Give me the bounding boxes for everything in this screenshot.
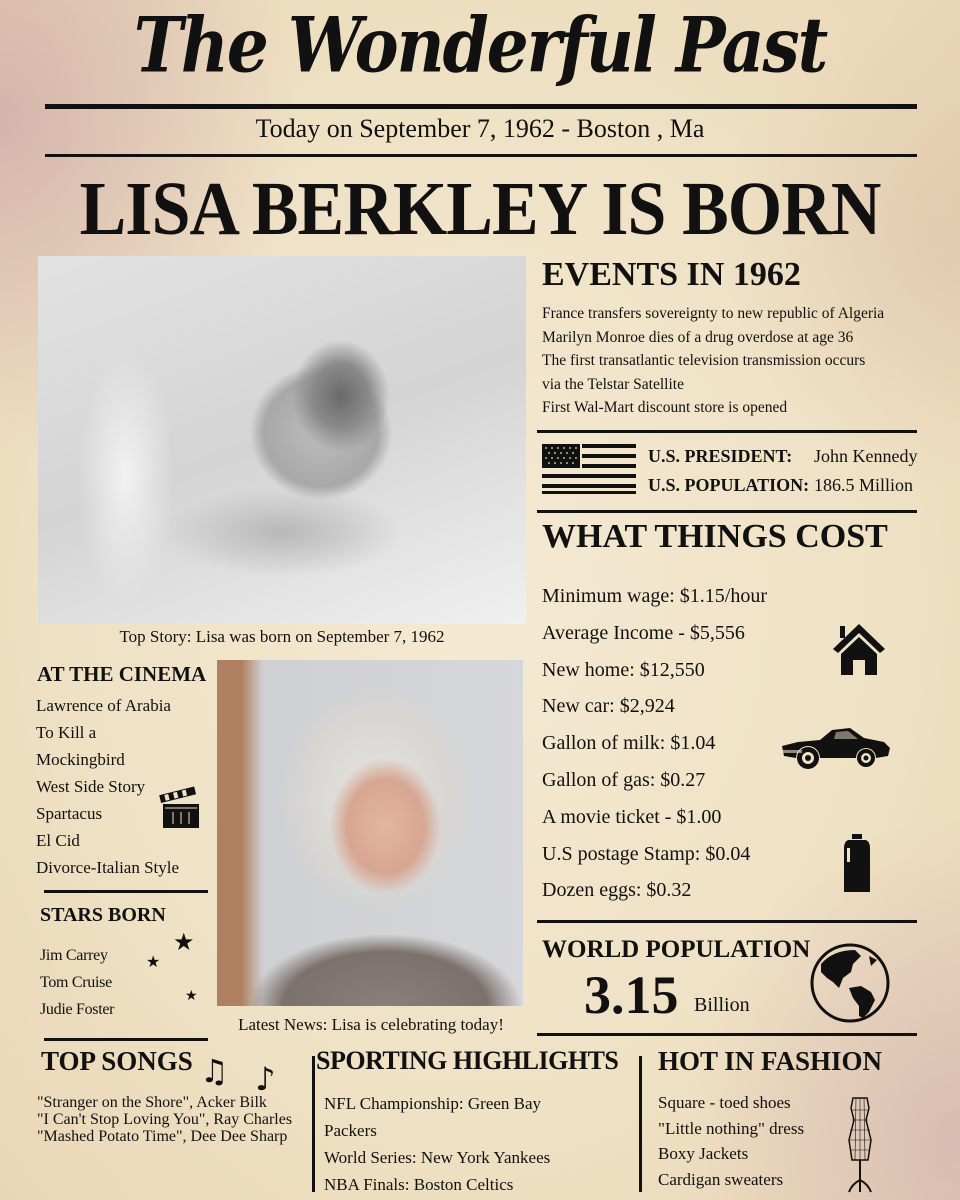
list-item: Minimum wage: $1.15/hour [542, 585, 767, 607]
page-headline: LISA BERKLEY IS BORN [79, 167, 881, 251]
star-icon: ★ [173, 928, 195, 956]
beamed-notes-icon: ♫ [200, 1052, 229, 1090]
divider [537, 1033, 917, 1036]
list-item: via the Telstar Satellite [542, 375, 684, 393]
divider [44, 1038, 208, 1041]
list-item: "Little nothing" dress [658, 1118, 805, 1138]
clapperboard-icon [159, 786, 201, 830]
list-item: U.S postage Stamp: $0.04 [542, 842, 751, 865]
us-flag-icon [542, 444, 636, 494]
vintage-car-icon [780, 724, 892, 772]
latest-news-caption: Latest News: Lisa is celebrating today! [238, 1015, 504, 1034]
list-item: Mockingbird [36, 750, 125, 769]
list-item: New home: $12,550 [542, 658, 705, 681]
house-icon [831, 622, 887, 676]
milk-jug-icon [842, 834, 872, 894]
sports-list [324, 1090, 550, 1198]
list-item: Judie Foster [40, 1001, 115, 1018]
costs-title: WHAT THINGS COST [542, 518, 888, 555]
world-population-title: WORLD POPULATION [542, 936, 811, 963]
masthead-rule-bottom [45, 154, 917, 157]
list-item: Spartacus [36, 804, 103, 823]
list-item: The first transatlantic television transmission occurs [542, 352, 866, 369]
list-item: Divorce-Italian Style [36, 858, 180, 877]
events-title: EVENTS IN 1962 [542, 256, 801, 293]
songs-title: TOP SONGS [41, 1046, 193, 1076]
us-president-value: John Kennedy [814, 446, 918, 466]
list-item: France transfers sovereignty to new republic of Algeria [542, 305, 885, 322]
list-item: Packers [324, 1121, 377, 1140]
divider [639, 1056, 642, 1192]
list-item: A movie ticket - $1.00 [542, 805, 722, 828]
top-story-caption: Top Story: Lisa was born on September 7, 1962 [119, 627, 445, 646]
top-story-photo [38, 256, 526, 624]
list-item: World Series: New York Yankees [324, 1148, 551, 1167]
list-item: "Mashed Potato Time", Dee Dee Sharp [37, 1128, 288, 1145]
songs-list [37, 1094, 297, 1145]
list-item: To Kill a [36, 723, 97, 742]
divider [537, 920, 917, 923]
star-icon: ★ [146, 952, 161, 971]
list-item: Marilyn Monroe dies of a drug overdose at age 36 [542, 328, 854, 346]
list-item: First Wal-Mart discount store is opened [542, 399, 788, 416]
list-item: Lawrence of Arabia [36, 696, 171, 715]
masthead-rule-top [45, 104, 917, 109]
us-president-label: U.S. PRESIDENT: [648, 446, 793, 466]
list-item: "Stranger on the Shore", Acker Bilk [37, 1094, 267, 1111]
divider [44, 890, 208, 893]
us-president-row [648, 446, 917, 467]
sports-title: SPORTING HIGHLIGHTS [316, 1046, 619, 1075]
music-note-icon: ♪ [255, 1060, 276, 1098]
fashion-list [658, 1090, 804, 1192]
list-item: Gallon of milk: $1.04 [542, 732, 716, 755]
globe-icon [809, 942, 891, 1024]
fashion-title: HOT IN FASHION [658, 1046, 883, 1076]
list-item: West Side Story [36, 777, 146, 796]
list-item: "I Can't Stop Loving You", Ray Charles [37, 1111, 293, 1128]
events-list [542, 302, 952, 420]
list-item: Cardigan sweaters [658, 1169, 784, 1189]
list-item: El Cid [36, 831, 80, 850]
list-item: Gallon of gas: $0.27 [542, 768, 706, 791]
cinema-title: AT THE CINEMA [37, 662, 207, 686]
list-item: Boxy Jackets [658, 1144, 749, 1163]
list-item: NBA Finals: Boston Celtics [324, 1175, 514, 1194]
list-item: Square - toed shoes [658, 1093, 791, 1112]
divider [312, 1056, 315, 1192]
list-item: Jim Carrey [40, 947, 108, 964]
star-icon: ★ [185, 988, 198, 1004]
latest-news-photo [217, 660, 523, 1006]
stars-list [40, 942, 114, 1023]
stars-title: STARS BORN [40, 904, 166, 926]
divider [537, 510, 917, 513]
world-population-value: 3.15 [584, 965, 679, 1025]
list-item: Dozen eggs: $0.32 [542, 879, 692, 902]
us-population-row [648, 475, 913, 496]
cinema-list [36, 692, 179, 881]
list-item: New car: $2,924 [542, 695, 675, 718]
list-item: Average Income - $5,556 [542, 621, 745, 644]
costs-list [542, 578, 767, 909]
dateline: Today on September 7, 1962 - Boston , Ma [255, 114, 705, 143]
dress-form-icon [844, 1096, 876, 1194]
list-item: NFL Championship: Green Bay [324, 1094, 542, 1113]
us-population-value: 186.5 Million [814, 475, 914, 495]
divider [537, 430, 917, 433]
masthead-title: The Wonderful Past [133, 0, 827, 90]
world-population-unit: Billion [694, 994, 750, 1016]
us-population-label: U.S. POPULATION: [648, 475, 810, 495]
list-item: Tom Cruise [40, 974, 112, 991]
